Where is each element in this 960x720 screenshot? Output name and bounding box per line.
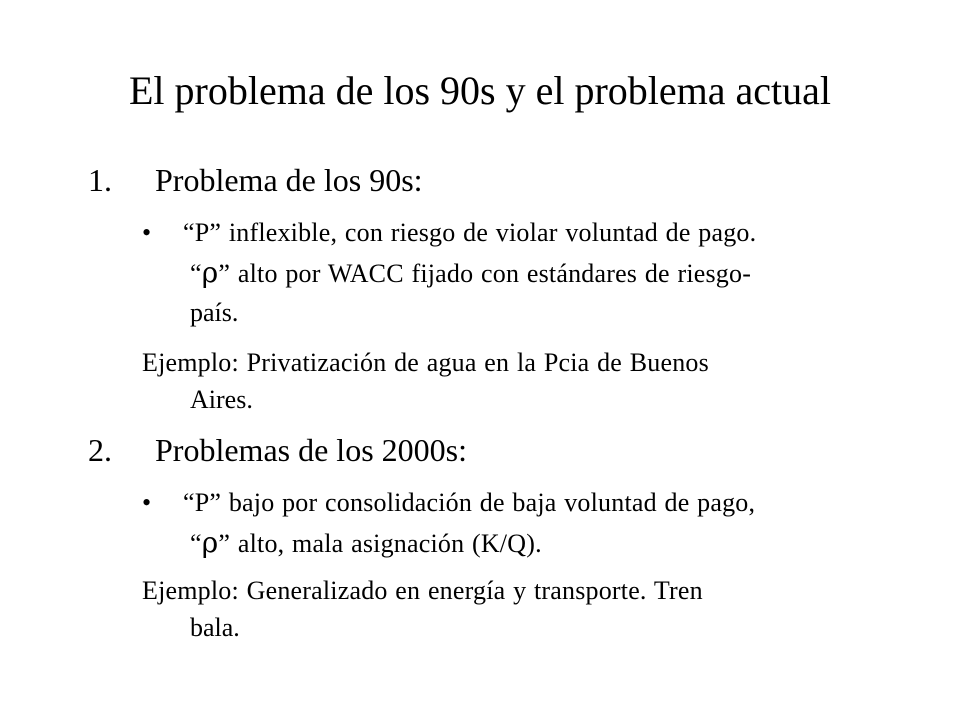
open-quote: “ [190, 529, 202, 558]
open-quote: “ [190, 259, 202, 288]
close-quote: ” [218, 259, 231, 288]
bullet-line-2-text: alto por WACC fijado con estándares de riesgo- [230, 259, 752, 288]
close-quote: ” [218, 529, 231, 558]
section-1-example-line-1: Ejemplo: Privatización de agua en la Pcia de Buenos [142, 348, 709, 377]
section-1-example-line-2: Aires. [190, 385, 253, 414]
section-2-example-line-1: Ejemplo: Generalizado en energía y transporte. Tren [142, 576, 703, 605]
section-2-number: 2. [88, 432, 112, 468]
section-2-heading: Problemas de los 2000s: [155, 432, 467, 468]
section-2-bullet-line-2 [190, 527, 542, 560]
section-1-bullet-line-1: “P” inflexible, con riesgo de violar voluntad de pago. [183, 218, 757, 247]
section-1-heading: Problema de los 90s: [155, 162, 423, 198]
bullet-line-2-text: alto, mala asignación (K/Q). [230, 529, 542, 558]
section-2-example-line-2: bala. [190, 613, 240, 642]
section-1-bullet-line-2 [190, 257, 751, 290]
section-1-bullet-line-3: país. [190, 298, 239, 327]
rho-symbol: ρ [201, 526, 219, 559]
section-2-bullet-symbol: • [142, 488, 152, 517]
slide-title: El problema de los 90s y el problema actual [128, 68, 831, 113]
rho-symbol: ρ [201, 256, 219, 289]
section-1-bullet-symbol: • [142, 218, 152, 247]
section-2-bullet-line-1: “P” bajo por consolidación de baja voluntad de pago, [183, 488, 756, 517]
section-1-number: 1. [88, 162, 112, 198]
